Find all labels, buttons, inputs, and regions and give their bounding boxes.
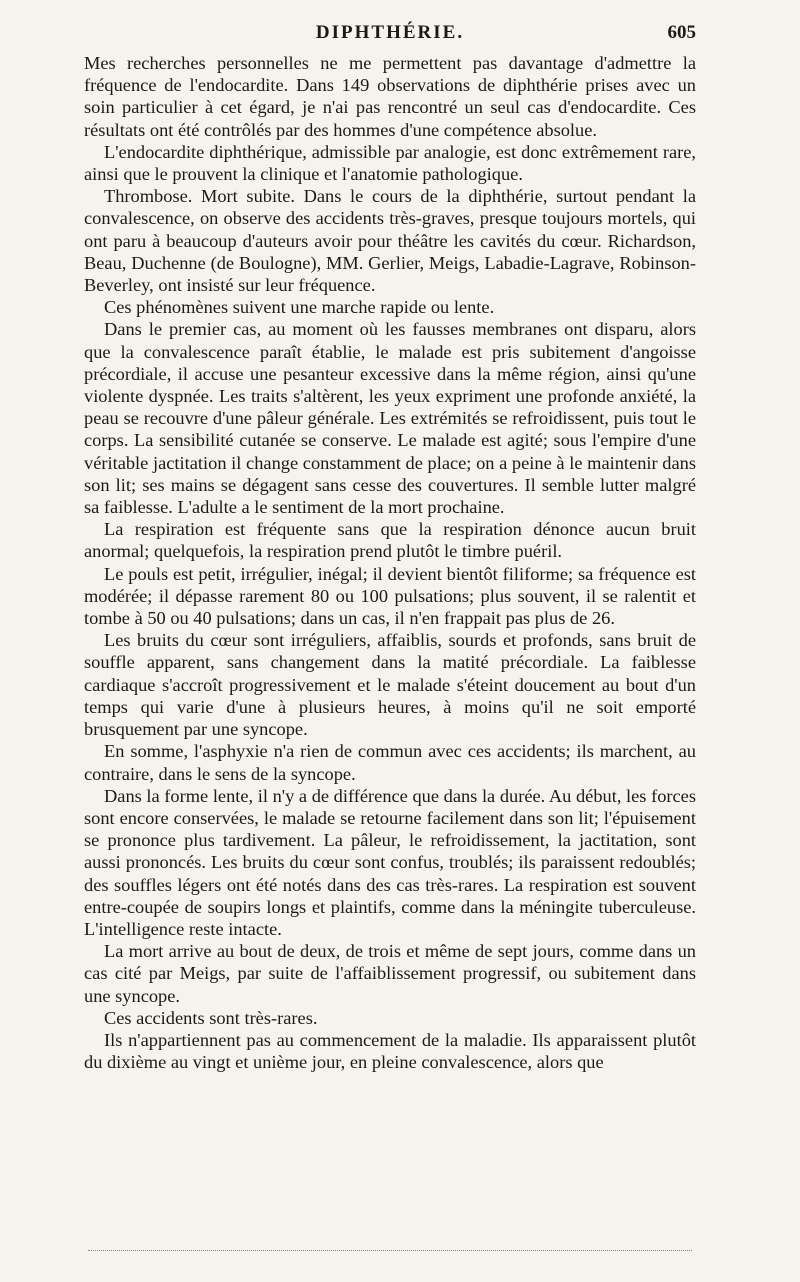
paragraph-endocardite-recherches: Mes recherches personnelles ne me permettent pas davantage d'admettre la fréquence de l'endocardite. Dans 149 observations de diphthérie prises avec un soin particulier à cet égard, je n'ai pas rencontré un seul cas d'endocardite. Ces résultats ont été contrôlés par des hommes d'une compétence absolue. (84, 53, 696, 140)
page-number: 605 (667, 22, 696, 43)
running-header (84, 22, 696, 48)
paragraph-bruits-coeur: Les bruits du cœur sont irréguliers, affaiblis, sourds et profonds, sans bruit de souffle apparent, sans changement dans la matité précordiale. La faiblesse cardiaque s'accroît progressivement et le malade s'éteint doucement au bout d'un temps qui varie d'une à plusieurs heures, à moins qu'il ne soit emporté brusquement par une syncope. (84, 630, 696, 740)
paragraph-accidents-rares: Ces accidents sont très-rares. (104, 1007, 318, 1028)
paragraph-pouls: Le pouls est petit, irrégulier, inégal; il devient bientôt filiforme; sa fréquence est modérée; il dépasse rarement 80 ou 100 pulsations; plus souvent, il se ralentit et tombe à 50 ou 40 pulsations; dans un cas, il n'en frappait pas plus de 26. (84, 563, 696, 629)
footer-dotted-rule (88, 1250, 692, 1251)
paragraph-premier-cas: Dans le premier cas, au moment où les fausses membranes ont disparu, alors que la convalescence paraît établie, le malade est pris subitement d'angoisse précordiale, il accuse une pesanteur excessive dans la même région, ainsi qu'une violente dyspnée. Les traits s'altèrent, les yeux expriment une profonde anxiété, la peau se recouvre d'une pâleur générale. Les extrémités se refroidissent, puis tout le corps. La sensibilité cutanée se conserve. Le malade est agité; sous l'empire d'une véritable jactitation il change constamment de place; on a peine à le maintenir dans son lit; ses mains se dégagent sans cesse des couvertures. Il semble lutter malgré sa faiblesse. L'adulte a le sentiment de la mort prochaine. (84, 319, 696, 518)
paragraph-thrombose: Thrombose. Mort subite. Dans le cours de la diphthérie, surtout pendant la convalescence, on observe des accidents très-graves, presque toujours mortels, qui ont paru à beaucoup d'auteurs avoir pour théâtre les cavités du cœur. Richardson, Beau, Duchenne (de Boulogne), MM. Gerlier, Meigs, Labadie-Lagrave, Robinson-Beverley, ont insisté sur leur fréquence. (84, 186, 696, 296)
paragraph-forme-lente: Dans la forme lente, il n'y a de différence que dans la durée. Au début, les forces sont encore conservées, le malade se retourne facilement dans son lit; l'épuisement se prononce plus tardivement. La pâleur, le refroidissement, la jactitation, sont aussi prononcés. Les bruits du cœur sont confus, troublés; ils paraissent redoublés; des souffles légers ont été notés dans des cas très-rares. La respiration est souvent entre-coupée de soupirs longs et plaintifs, comme dans la méningite tuberculeuse. L'intelligence reste intacte. (84, 785, 696, 939)
paragraph-mort: La mort arrive au bout de deux, de trois et même de sept jours, comme dans un cas cité par Meigs, par suite de l'affaiblissement progressif, ou subitement dans une syncope. (84, 941, 696, 1006)
paragraph-marche: Ces phénomènes suivent une marche rapide ou lente. (104, 297, 495, 318)
paragraph-endocardite-rare: L'endocardite diphthérique, admissible par analogie, est donc extrêmement rare, ainsi que le prouvent la clinique et l'anatomie pathologique. (84, 141, 696, 185)
paragraph-respiration: La respiration est fréquente sans que la respiration dénonce aucun bruit anormal; quelquefois, la respiration prend plutôt le timbre puéril. (84, 519, 696, 562)
running-title: DIPHTHÉRIE. (315, 22, 465, 43)
body-text (84, 52, 696, 1073)
paragraph-apparition: Ils n'appartiennent pas au commencement de la maladie. Ils apparaissent plutôt du dixième au vingt et unième jour, en pleine convalescence, alors que (84, 1029, 696, 1073)
paragraph-asphyxie: En somme, l'asphyxie n'a rien de commun avec ces accidents; ils marchent, au contraire, dans le sens de la syncope. (84, 741, 696, 784)
